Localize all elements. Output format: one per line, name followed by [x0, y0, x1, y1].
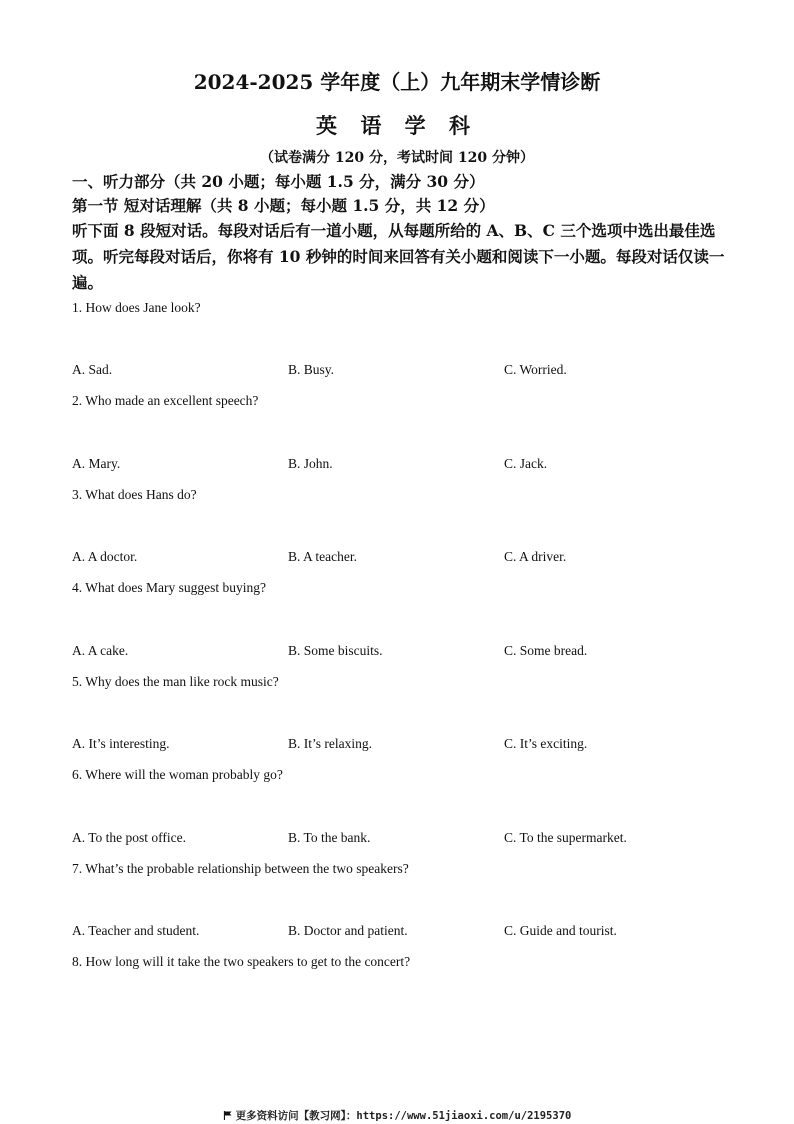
option-a[interactable]: A. A doctor.	[72, 549, 138, 564]
question-6: 6. Where will the woman probably go?	[72, 767, 283, 782]
subject-title: 英 语 学 科	[316, 113, 478, 138]
question-1: 1. How does Jane look?	[72, 300, 201, 315]
options-6	[72, 829, 722, 847]
option-b[interactable]: B. John.	[288, 456, 333, 471]
option-c[interactable]: C. Jack.	[504, 456, 548, 471]
question-2: 2. Who made an excellent speech?	[72, 393, 259, 408]
flag-icon	[223, 1111, 232, 1120]
instructions: 听下面 8 段短对话。每段对话后有一道小题，从每题所给的 A、B、C 三个选项中选出最佳选项。听完每段对话后，你将有 10 秒钟的时间来回答有关小题和阅读下一小题。每段对话仅读一遍。	[72, 221, 725, 292]
question-5: 5. Why does the man like rock music?	[72, 674, 279, 689]
option-a[interactable]: A. A cake.	[72, 643, 129, 658]
option-c[interactable]: C. Guide and tourist.	[504, 923, 617, 938]
options-4	[72, 642, 722, 660]
option-b[interactable]: B. To the bank.	[288, 830, 371, 845]
exam-title: 2024-2025 学年度（上）九年期末学情诊断	[193, 70, 601, 94]
option-a[interactable]: A. To the post office.	[72, 830, 187, 845]
question-8: 8. How long will it take the two speakers to get to the concert?	[72, 954, 411, 969]
options-7	[72, 922, 722, 940]
option-c[interactable]: C. It’s exciting.	[504, 736, 588, 751]
option-b[interactable]: B. Doctor and patient.	[288, 923, 408, 938]
footer-text: 更多资料访问【教习网】：https://www.51jiaoxi.com/u/2195370	[235, 1110, 572, 1122]
option-a[interactable]: A. It’s interesting.	[72, 736, 170, 751]
section-heading: 一、听力部分（共 20 小题；每小题 1.5 分，满分 30 分）	[72, 172, 485, 191]
option-c[interactable]: C. A driver.	[504, 549, 567, 564]
option-c[interactable]: C. Worried.	[504, 362, 567, 377]
options-3	[72, 548, 722, 566]
option-c[interactable]: C. Some bread.	[504, 643, 588, 658]
options-1	[72, 361, 722, 379]
option-a[interactable]: A. Sad.	[72, 362, 113, 377]
question-4: 4. What does Mary suggest buying?	[72, 580, 266, 595]
exam-meta: （试卷满分 120 分，考试时间 120 分钟）	[260, 150, 534, 166]
question-3: 3. What does Hans do?	[72, 487, 197, 502]
footer-link[interactable]	[0, 1108, 794, 1123]
part-heading: 第一节 短对话理解（共 8 小题；每小题 1.5 分，共 12 分）	[72, 196, 495, 215]
question-7: 7. What’s the probable relationship between the two speakers?	[72, 861, 409, 876]
option-b[interactable]: B. Some biscuits.	[288, 643, 383, 658]
options-2	[72, 455, 722, 473]
option-b[interactable]: B. It’s relaxing.	[288, 736, 372, 751]
option-b[interactable]: B. Busy.	[288, 362, 335, 377]
option-a[interactable]: A. Teacher and student.	[72, 923, 200, 938]
option-c[interactable]: C. To the supermarket.	[504, 830, 627, 845]
options-5	[72, 735, 722, 753]
option-b[interactable]: B. A teacher.	[288, 549, 357, 564]
option-a[interactable]: A. Mary.	[72, 456, 121, 471]
